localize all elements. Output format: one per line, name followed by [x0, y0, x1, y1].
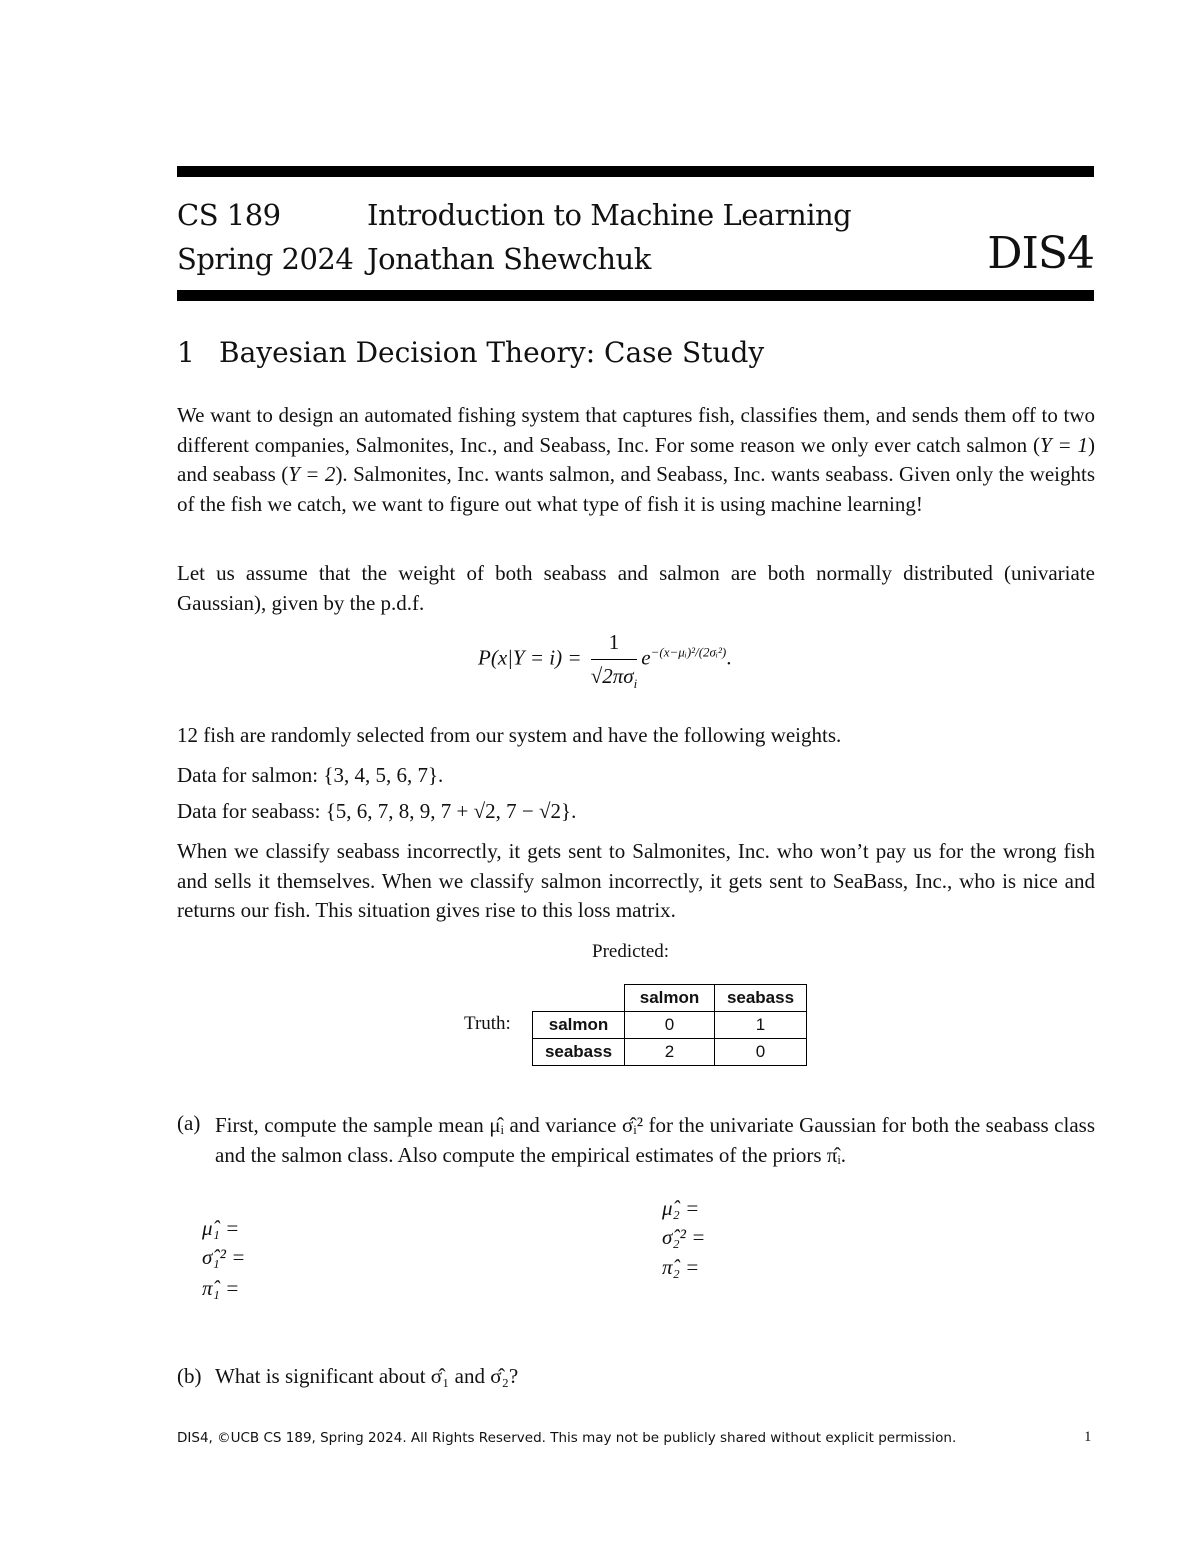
answer-mu1: μ̂₁ = [202, 1216, 240, 1240]
answer-sigma1: σ̂₁² = [202, 1245, 246, 1269]
question-b-text: What is significant about σ̂₁ and σ̂₂? [215, 1364, 519, 1388]
document-id: DIS4 [987, 228, 1094, 279]
course-title: Introduction to Machine Learning [367, 198, 852, 232]
intro-text-c: ). Salmonites, Inc. wants salmon, and Seabass, Inc. wants seabass. Given only the weights of the fish we catch, we want to figure out what type of fish it is using machine learning! [177, 462, 1095, 516]
loss-matrix-table [532, 984, 807, 1066]
seabass-data: Data for seabass: {5, 6, 7, 8, 9, 7 + √2, 7 − √2}. [177, 799, 577, 823]
top-rule [177, 166, 1094, 177]
truth-label: Truth: [464, 1013, 511, 1034]
gaussian-pdf-equation [478, 630, 732, 692]
question-a-text: First, compute the sample mean μ̂ᵢ and variance σ̂ᵢ² for the univariate Gaussian for both the seabass class and the salmon class. Also compute the empirical estimates of the priors π̂ᵢ. [215, 1113, 1095, 1167]
equation-period: . [726, 645, 732, 670]
intro-text-a: We want to design an automated fishing system that captures fish, classifies them, and sends them off to two different companies, Salmonites, Inc., and Seabass, Inc. For some reason we only ever catch salmon ( [177, 403, 1095, 457]
section-title: Bayesian Decision Theory: Case Study [219, 336, 765, 369]
loss-cell: 2 [625, 1039, 715, 1066]
section-number: 1 [177, 336, 195, 369]
loss-col-salmon: salmon [625, 985, 715, 1012]
intro-y2: Y = 2 [288, 462, 336, 486]
answer-sigma2: σ̂₂² = [662, 1225, 706, 1249]
loss-cell: 0 [715, 1039, 807, 1066]
denominator-sub: i [633, 676, 638, 692]
bottom-rule [177, 290, 1094, 301]
intro-text-b: ) and seabass ( [177, 432, 1095, 486]
equation-exponent: −(x−μᵢ)²/(2σᵢ²) [650, 644, 727, 660]
course-code: CS 189 [177, 198, 281, 232]
equation-denominator [590, 660, 638, 692]
denominator-text: √2πσ [590, 664, 634, 688]
loss-paragraph: When we classify seabass incorrectly, it gets sent to Salmonites, Inc. who won’t pay us for the wrong fish and sells it themselves. When we classify salmon incorrectly, it gets sent to SeaBass, Inc., who is nice and returns our fish. This situation gives rise to this loss matrix. [177, 839, 1095, 922]
equation-exp-base: e [641, 645, 651, 670]
loss-row-label: salmon [533, 1012, 625, 1039]
footer-copyright: DIS4, ©UCB CS 189, Spring 2024. All Rights Reserved. This may not be publicly shared without explicit permission. [177, 1430, 957, 1446]
section-heading [177, 336, 764, 369]
loss-cell: 1 [715, 1012, 807, 1039]
answer-pi1: π̂₁ = [202, 1276, 240, 1300]
salmon-data: Data for salmon: {3, 4, 5, 6, 7}. [177, 763, 444, 787]
sample-description: 12 fish are randomly selected from our system and have the following weights. [177, 723, 842, 747]
loss-header-row [533, 985, 807, 1012]
assumption-paragraph: Let us assume that the weight of both seabass and salmon are both normally distributed (univariate Gaussian), given by the p.d.f. [177, 561, 1095, 615]
intro-y1: Y = 1 [1039, 432, 1088, 457]
loss-row-seabass [533, 1039, 807, 1066]
answer-pi2: π̂₂ = [662, 1255, 700, 1279]
loss-row-salmon [533, 1012, 807, 1039]
predicted-label: Predicted: [592, 941, 670, 962]
loss-corner-cell [533, 985, 625, 1012]
answer-mu2: μ̂₂ = [662, 1196, 700, 1220]
loss-col-seabass: seabass [715, 985, 807, 1012]
loss-cell: 0 [625, 1012, 715, 1039]
question-a-label: (a) [177, 1111, 201, 1135]
equation-numerator: 1 [591, 630, 638, 660]
course-term: Spring 2024 [177, 242, 354, 276]
instructor-name: Jonathan Shewchuk [367, 242, 651, 276]
page-number: 1 [1084, 1429, 1092, 1445]
question-b-label: (b) [177, 1364, 202, 1388]
equation-fraction [590, 630, 638, 692]
intro-paragraph [177, 401, 1095, 519]
loss-row-label: seabass [533, 1039, 625, 1066]
equation-lhs: P(x|Y = i) = [478, 645, 582, 670]
